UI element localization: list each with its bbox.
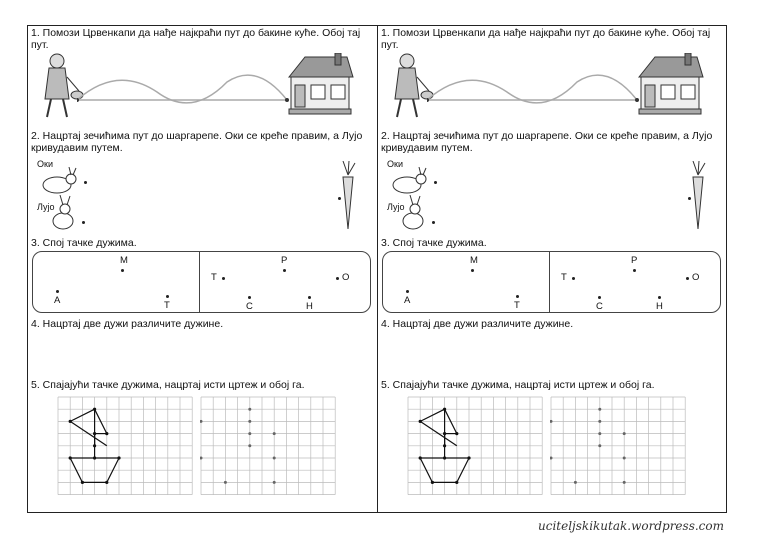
boat-point (93, 432, 96, 435)
point-m-label: M (470, 255, 478, 266)
task-5-text: 5. Спајајући тачке дужима, нацртај исти цртеж и обој га. (381, 379, 655, 391)
point-p-label: P (281, 255, 288, 266)
point-a-label: A (404, 295, 411, 306)
rabbit-illustration (47, 195, 81, 231)
grid-point (623, 481, 626, 484)
grid-point (273, 481, 276, 484)
rabbit-illustration (39, 167, 81, 195)
grid-with-dots (550, 396, 690, 502)
grid-point (598, 408, 601, 411)
point-c (598, 296, 601, 299)
point-c (248, 296, 251, 299)
points-box-divider (199, 252, 200, 312)
rabbit-illustration (397, 195, 431, 231)
house-illustration (285, 53, 355, 115)
boat-point (455, 432, 458, 435)
worksheet-left (27, 25, 377, 513)
boat-point (69, 420, 72, 423)
point-t2 (572, 277, 575, 280)
boat-point (105, 432, 108, 435)
task-4-text: 4. Нацртај две дужи различите дужине. (381, 318, 574, 330)
point-a-label: A (54, 295, 61, 306)
boat-point (443, 444, 446, 447)
rabbit-lujo-label: Лујо (387, 202, 405, 212)
rabbit-oki-label: Оки (387, 159, 403, 169)
boat-point (431, 481, 434, 484)
carrot-illustration (683, 161, 713, 231)
point-t (516, 295, 519, 298)
grid-with-boat (407, 396, 547, 502)
rabbit-lujo-dot (82, 221, 85, 224)
rabbit-oki-label: Оки (37, 159, 53, 169)
task-3-text: 3. Спој тачке дужима. (381, 237, 487, 249)
task-2-text: 2. Нацртај зечићима пут до шаргарепе. Оки се креће правим, а Лујо кривудавим путем. (381, 130, 713, 154)
carrot-dot (338, 197, 341, 200)
house-illustration (635, 53, 705, 115)
grid-point (598, 432, 601, 435)
rabbit-lujo-label: Лујо (37, 202, 55, 212)
point-p (633, 269, 636, 272)
points-box (382, 251, 721, 313)
grid-point (248, 444, 251, 447)
point-m (121, 269, 124, 272)
boat-point (69, 456, 72, 459)
grid-point (550, 457, 553, 460)
point-m-label: M (120, 255, 128, 266)
point-t2 (222, 277, 225, 280)
task-1-text: 1. Помози Црвенкапи да нађе најкраћи пут до бакине куће. Обој тај пут. (31, 27, 361, 51)
carrot-illustration (333, 161, 363, 231)
grid-point (273, 432, 276, 435)
carrot-dot (688, 197, 691, 200)
task-5-text: 5. Спајајући тачке дужима, нацртај исти цртеж и обој га. (31, 379, 305, 391)
grid-point (248, 408, 251, 411)
task-1-paths (427, 70, 647, 120)
boat-point (455, 481, 458, 484)
rabbit-oki-dot (434, 181, 437, 184)
boat-point (443, 456, 446, 459)
points-box-divider (549, 252, 550, 312)
boat-point (117, 456, 120, 459)
boat-point (81, 481, 84, 484)
point-p (283, 269, 286, 272)
rabbit-illustration (389, 167, 431, 195)
boat-point (419, 420, 422, 423)
grid-point (598, 420, 601, 423)
point-m (471, 269, 474, 272)
rabbit-oki-dot (84, 181, 87, 184)
point-t2-label: T (211, 272, 217, 283)
point-t2-label: T (561, 272, 567, 283)
point-c-label: C (246, 301, 253, 312)
grid-point (248, 420, 251, 423)
point-a (56, 290, 59, 293)
grid-point (248, 432, 251, 435)
worksheet-right (377, 25, 727, 513)
grid-point (623, 457, 626, 460)
point-c-label: C (596, 301, 603, 312)
boat-point (93, 456, 96, 459)
grid-point (273, 457, 276, 460)
point-t-label: T (164, 300, 170, 311)
grid-point (574, 481, 577, 484)
point-h (658, 296, 661, 299)
point-o-label: O (692, 272, 700, 283)
point-o (336, 277, 339, 280)
grid-point (200, 457, 203, 460)
points-box (32, 251, 371, 313)
boat-point (443, 408, 446, 411)
boat-point (93, 444, 96, 447)
point-p-label: P (631, 255, 638, 266)
point-o-label: O (342, 272, 350, 283)
task-2-text: 2. Нацртај зечићима пут до шаргарепе. Оки се креће правим, а Лујо кривудавим путем. (31, 130, 363, 154)
footer-url: uciteljskikutak.wordpress.com (538, 519, 724, 533)
grid-point (623, 432, 626, 435)
boat-point (105, 481, 108, 484)
task-3-text: 3. Спој тачке дужима. (31, 237, 137, 249)
boat-point (443, 432, 446, 435)
point-a (406, 290, 409, 293)
grid-point (598, 444, 601, 447)
grid-with-dots (200, 396, 340, 502)
point-t-label: T (514, 300, 520, 311)
grid-point (550, 420, 553, 423)
boat-point (419, 456, 422, 459)
boat-point (467, 456, 470, 459)
task-1-text: 1. Помози Црвенкапи да нађе најкраћи пут до бакине куће. Обој тај пут. (381, 27, 711, 51)
grid-point (200, 420, 203, 423)
point-t (166, 295, 169, 298)
task-4-text: 4. Нацртај две дужи различите дужине. (31, 318, 224, 330)
point-h (308, 296, 311, 299)
grid-point (224, 481, 227, 484)
boat-point (93, 408, 96, 411)
point-o (686, 277, 689, 280)
point-h-label: H (306, 301, 313, 312)
grid-with-boat (57, 396, 197, 502)
task-1-paths (77, 70, 297, 120)
rabbit-lujo-dot (432, 221, 435, 224)
point-h-label: H (656, 301, 663, 312)
